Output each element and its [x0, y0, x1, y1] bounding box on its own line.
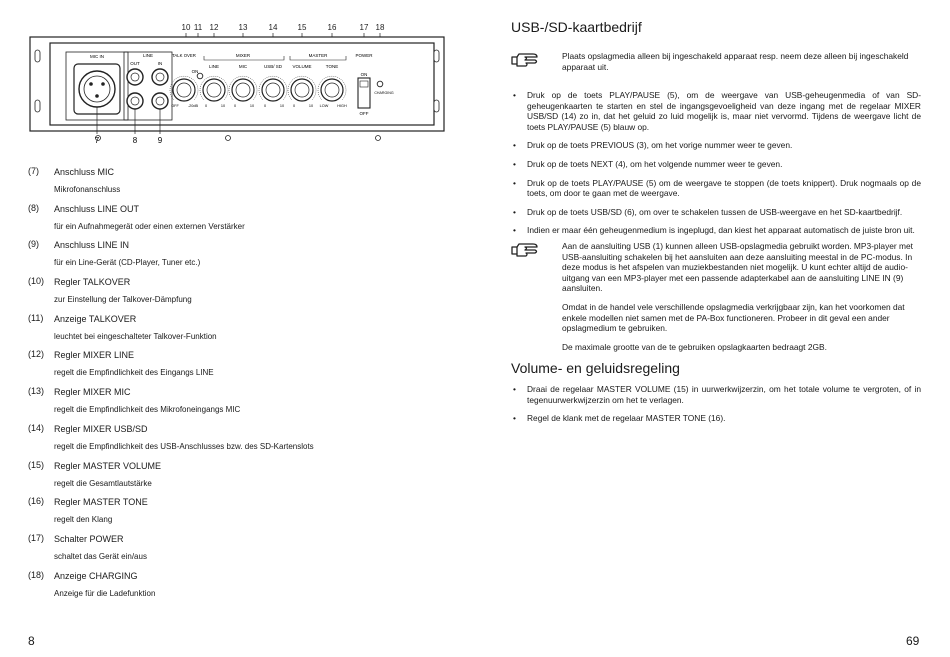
connector-legend: [28, 166, 448, 606]
bullet-marker: •: [513, 225, 516, 236]
legend-number: (13): [28, 386, 45, 397]
legend-item: [28, 533, 448, 570]
list-item: [511, 384, 921, 405]
talkover-off-label: OFF: [171, 104, 179, 108]
svg-text:0: 0: [233, 104, 237, 108]
line-label: LINE: [142, 53, 154, 58]
callout-8: 8: [132, 136, 138, 145]
legend-item: [28, 460, 448, 497]
legend-description: regelt die Empfindlichkeit des Mikrofoneingangs MIC: [54, 405, 241, 415]
note-2-paragraph: Aan de aansluiting USB (1) kunnen alleen USB-opslagmedia gebruikt worden. MP3-player met USB-aansluiting schakelen bij het aansluiten aan deze aansluiting meestal in de PC-modus. In deze modus is het afspelen van muziekbestanden niet mogelijk. U kunt echter altijd de audio-uitgang van een MP3-player met een passende adapterkabel aan de aansluiting LINE IN (9) aansluiten.: [562, 241, 914, 294]
list-item: [511, 413, 921, 424]
legend-number: (15): [28, 459, 45, 470]
legend-item: [28, 166, 448, 203]
legend-title: Anschluss LINE OUT: [54, 203, 140, 214]
list-item-text: Druk op de toets PLAY/PAUSE (5), om de weergave van USB-geheugenmedia of van SD-geheugenkaarten te starten en stel de ingangsgevoeligheid van deze ingang met de regelaar MIXER USB/SD (14) zo in, dat het geluid zo luid mogelijk is, maar niet vervormd. Tijdens de weergave licht de toets PLAY/PAUSE (5) blauw op.: [527, 90, 921, 132]
talkover-knob[interactable]: [173, 79, 195, 101]
legend-title: Schalter POWER: [54, 533, 124, 544]
callout-18: 18: [375, 23, 385, 32]
master-volume-knob[interactable]: [291, 79, 313, 101]
note-1: [511, 51, 921, 80]
note-2: [511, 241, 921, 360]
legend-description: zur Einstellung der Talkover-Dämpfung: [54, 295, 192, 305]
legend-item: [28, 313, 448, 350]
note-2-paragraph: Omdat in de handel vele verschillende opslagmedia verkrijgbaar zijn, kan het voorkomen dat enkele modellen niet samen met de PA-Box functioneren. Probeer in dit geval een ander opslagmedium te gebruiken.: [562, 301, 905, 334]
charging-led: [377, 81, 383, 87]
knob-usb-label: USB/ SD: [263, 64, 283, 69]
callout-15: 15: [297, 23, 307, 32]
list-item: [511, 225, 921, 236]
talkover-on-label: ON: [191, 69, 199, 74]
note-1-text: Plaats opslagmedia alleen bij ingeschakeld apparaat resp. neem deze alleen bij ingeschakeld apparaat uit.: [562, 51, 909, 72]
legend-description: für ein Aufnahmegerät oder einen externen Verstärker: [54, 221, 245, 231]
bullet-marker: •: [513, 384, 516, 394]
line-out-jack-l: [127, 69, 143, 85]
list-item-text: Draai de regelaar MASTER VOLUME (15) in uurwerkwijzerzin, om het totale volume te vergroten, of in tegenuurwerkwijzerzin om het te verlagen.: [527, 384, 921, 405]
bullet-marker: •: [513, 206, 516, 217]
svg-text:10: 10: [279, 104, 285, 108]
callout-12: 12: [209, 23, 219, 32]
svg-text:10: 10: [308, 104, 314, 108]
heading-usb-sd: USB-/SD-kaartbedrijf: [511, 19, 642, 35]
legend-item: [28, 349, 448, 386]
legend-title: Regler MIXER MIC: [54, 387, 131, 398]
line-in-jack-l: [152, 69, 168, 85]
list-item-text: Indien er maar één geheugenmedium is ingeplugd, dan kiest het apparaat automatisch de juiste bron uit.: [527, 225, 915, 236]
rear-panel-diagram: [28, 12, 448, 147]
mixer-usb-knob[interactable]: [262, 79, 284, 101]
line-out-label: OUT: [130, 61, 140, 66]
mic-jack: [79, 71, 115, 107]
legend-number: (16): [28, 496, 45, 507]
mixer-line-knob[interactable]: [203, 79, 225, 101]
list-item: [511, 90, 921, 132]
list-item: [511, 159, 921, 170]
list-item-text: Regel de klank met de regelaar MASTER TONE (16).: [527, 413, 726, 424]
svg-text:0: 0: [263, 104, 267, 108]
legend-description: regelt den Klang: [54, 515, 113, 525]
legend-description: Anzeige für die Ladefunktion: [54, 588, 156, 598]
legend-item: [28, 276, 448, 313]
legend-description: Mikrofonanschluss: [54, 185, 121, 194]
callout-10: 10: [181, 23, 191, 32]
svg-text:10: 10: [220, 104, 226, 108]
bullet-list-usb: [511, 90, 921, 244]
page-number-right: 69: [906, 634, 920, 648]
power-on-label: ON: [360, 72, 368, 77]
legend-number: (10): [28, 276, 45, 287]
legend-description: regelt die Gesamtlautstärke: [54, 478, 152, 488]
list-item: [511, 207, 921, 218]
list-item-text: Druk op de toets USB/SD (6), om over te schakelen tussen de USB-weergave en het SD-kaartbedrijf.: [527, 206, 903, 217]
tone-high-label: HIGH: [337, 104, 347, 108]
page-number-left: 8: [28, 634, 35, 648]
list-item-text: Druk op de toets PREVIOUS (3), om het vorige nummer weer te geven.: [527, 140, 793, 151]
legend-title: Regler TALKOVER: [54, 277, 131, 288]
knob-tone-label: TONE: [325, 64, 339, 69]
power-off-label: OFF: [359, 111, 369, 116]
callout-7: 7: [94, 136, 100, 145]
knob-mic-label: MIC: [238, 64, 248, 69]
legend-description: für ein Line-Gerät (CD-Player, Tuner etc.): [54, 258, 201, 268]
master-label: MASTER: [308, 53, 328, 58]
list-item: [511, 178, 921, 199]
line-in-label: IN: [157, 61, 163, 66]
legend-item: [28, 386, 448, 423]
legend-number: (14): [28, 422, 45, 433]
list-item: [511, 140, 921, 151]
bullet-marker: •: [513, 90, 516, 100]
legend-title: Regler MIXER USB/SD: [54, 423, 148, 434]
legend-item: [28, 423, 448, 460]
svg-text:0: 0: [292, 104, 296, 108]
legend-item: [28, 570, 448, 607]
callout-16: 16: [327, 23, 337, 32]
note-2-body: [562, 241, 921, 352]
bullet-marker: •: [513, 413, 516, 424]
legend-title: Anschluss LINE IN: [54, 240, 130, 251]
legend-number: (11): [28, 312, 44, 323]
callout-14: 14: [268, 23, 278, 32]
legend-number: (9): [28, 239, 39, 250]
talk-over-label: TALK OVER: [172, 53, 196, 58]
legend-number: (7): [28, 166, 39, 176]
pointing-hand-icon: [511, 51, 541, 69]
list-item-text: Druk op de toets NEXT (4), om het volgende nummer weer te geven.: [527, 158, 783, 169]
legend-description: regelt die Empfindlichkeit des USB-Anschlusses bzw. des SD-Kartenslots: [54, 441, 314, 451]
legend-number: (18): [28, 569, 45, 580]
mic-in-label: MIC IN: [90, 54, 104, 59]
bullet-marker: •: [513, 158, 516, 169]
legend-description: schaltet das Gerät ein/aus: [54, 551, 147, 561]
svg-text:0: 0: [204, 104, 208, 108]
legend-item: [28, 203, 448, 240]
heading-volume: Volume- en geluidsregeling: [511, 360, 680, 376]
legend-number: (8): [28, 202, 39, 213]
legend-description: regelt die Empfindlichkeit des Eingangs LINE: [54, 368, 214, 378]
note-2-paragraph: De maximale grootte van de te gebruiken opslagkaarten bedraagt 2GB.: [562, 341, 827, 352]
power-label: POWER: [355, 53, 373, 58]
legend-number: (12): [28, 349, 45, 360]
legend-item: [28, 239, 448, 276]
legend-number: (17): [28, 532, 45, 543]
legend-item: [28, 496, 448, 533]
mixer-label: MIXER: [235, 53, 251, 58]
master-tone-knob[interactable]: [321, 79, 343, 101]
svg-text:10: 10: [249, 104, 255, 108]
line-out-jack-r: [127, 93, 143, 109]
mixer-mic-knob[interactable]: [232, 79, 254, 101]
knob-line-label: LINE: [208, 64, 220, 69]
talkover-db-label: -20dB: [187, 104, 199, 108]
list-item-text: Druk op de toets PLAY/PAUSE (5) om de weergave te stoppen (de toets knippert). Druk nogmaals op de toets, om door te gaan met de weergave.: [527, 177, 921, 199]
talkover-led: [197, 73, 203, 79]
callout-13: 13: [238, 23, 248, 32]
legend-description: leuchtet bei eingeschalteter Talkover-Funktion: [54, 331, 217, 341]
charging-label: CHARGING: [374, 91, 394, 95]
legend-title: Regler MIXER LINE: [54, 350, 135, 361]
line-in-jack-r: [152, 93, 168, 109]
legend-title: Anzeige TALKOVER: [54, 313, 137, 324]
callout-9: 9: [157, 136, 163, 145]
tone-low-label: LOW: [319, 104, 329, 108]
bullet-list-volume: [511, 384, 921, 432]
legend-title: Regler MASTER TONE: [54, 497, 148, 508]
legend-title: Anzeige CHARGING: [54, 570, 138, 581]
knob-volume-label: VOLUME: [292, 64, 312, 69]
bullet-marker: •: [513, 177, 516, 188]
callout-17: 17: [359, 23, 369, 32]
bullet-marker: •: [513, 140, 516, 151]
callout-11: 11: [193, 23, 203, 32]
legend-title: Regler MASTER VOLUME: [54, 460, 162, 471]
pointing-hand-icon: [511, 241, 541, 259]
legend-title: Anschluss MIC: [54, 167, 115, 177]
